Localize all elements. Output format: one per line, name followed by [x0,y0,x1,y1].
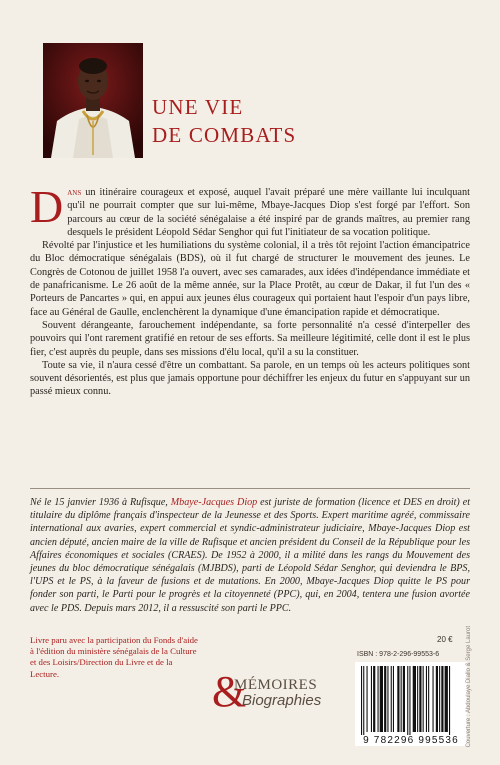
price: 20 € [437,635,453,644]
barcode-bar [380,666,383,732]
barcode-bar [445,666,448,732]
isbn: ISBN : 978-2-296-99553-6 [357,651,440,658]
barcode-bar [393,666,394,732]
barcode-bar [363,666,364,736]
section-divider [30,488,470,489]
logo-line-1: MÉMOIRES [234,677,318,693]
author-bio [30,496,470,615]
opening-word: ans [67,187,82,198]
paragraph-1-text: un itinéraire courageux et exposé, auquel l'avait préparé une mère vaillante lui inculquant qu'il ne pourrait compter que sur lui-même, Mbaye-Jacques Diop s'est forgé par l'effort. Son parcours au cœur de la société sénégalaise a été inspiré par de grands maîtres, au premier rang desquels le président Léopold Sédar Senghor qui fut l'initiateur de sa vocation politique. [67,187,470,238]
book-title [152,93,472,149]
barcode-bar [384,666,386,732]
author-name: Mbaye-Jacques Diop [170,497,258,508]
bio-intro: Né le 15 janvier 1936 à Rufisque, [30,497,171,508]
barcode-bar [367,666,368,732]
barcode-bar [423,666,424,732]
barcode-bar [441,666,443,732]
barcode-bar [433,666,434,732]
barcode-bar [378,666,379,732]
blurb-text [30,181,470,399]
title-line-2: DE COMBATS [152,123,297,147]
barcode-bar [373,666,375,732]
barcode-bar [403,666,405,732]
funding-note: Livre paru avec la participation du Fonds d'aide à l'édition du ministère sénégalais de la Culture et des Loisirs/Direction du Livre et de la Lecture. [30,635,198,679]
publisher-logo [212,668,332,723]
barcode-bar [439,666,440,732]
barcode-bar [407,666,408,736]
cover-credit: Couverture : Abdoulaye Diallo & Serge Laurot [466,626,472,748]
barcode-bar [391,666,392,732]
author-portrait [43,43,143,158]
barcode-bar [371,666,372,732]
logo-line-2: Biographies [242,692,322,709]
blurb-paragraph-3: Souvent dérangeante, farouchement indépendante, sa forte personnalité n'a cessé d'interpeller des pouvoirs qui l'ont rarement gratifié en retour de ses efforts. Sa meilleure légitimité, celle dont il est le plus fier, c'est auprès du peuple, dans ses missions d'élu local, qu'il a su la constituer. [30,319,470,358]
barcode-bar [401,666,402,732]
bio-text: est juriste de formation (licence et DES en droit) et titulaire du diplôme français d'inspecteur de la Jeunesse et des Sports. Expert maritime agréé, commissaire international aux avaries, expert commercial et syndic-administrateur judiciaire, Mbaye-Jacques Diop est ancien député, ancien maire de la ville de Rufisque et ancien président du Conseil de la République pour les Affaires économiques et sociales (CRAES). De 1952 à 2000, il a milité dans les rangs du Mouvement des jeunes du bloc démocratique sénégalais (MJBDS), parti de Léopold Sédar Senghor, qui deviendra le BPS, l'UPS et le PS, à la faveur de fusions et de mutations. En 2000, Mbaye-Jacques Diop quitte le PS pour fonder son parti, le Parti pour le progrès et la citoyenneté (PPC), qui, en 2004, tentera une fusion avortée avec le PDS. Depuis mars 2012, il a ressuscité son parti le PPC. [30,497,470,614]
barcode-bar [409,666,410,736]
barcode-bar [387,666,388,732]
barcode-bar [413,666,416,732]
blurb-paragraph-4: Toute sa vie, il n'aura cessé d'être un combattant. Sa parole, en un temps où les acteurs politiques sont souvent désorientés, est plus que jamais opportune pour déchiffrer les enjeux du futur en s'appuyant sur un passé mieux connu. [30,359,470,398]
ampersand-logo-icon: & [212,667,247,716]
blurb-paragraph-2: Révolté par l'injustice et les humiliations du système colonial, il a très tôt rejoint l'action émancipatrice du Bloc démocratique sénégalais (BDS), où il fut chargé de structurer le mouvement des jeunes. Le Congrès de Cotonou de juillet 1958 l'a ouvert, avec ses camarades, aux idées d'indépendance immédiate et de panafricanisme. Le 26 août de la même année, sur la Place Protêt, au cœur de Dakar, il fut l'un des « Porteurs de Pancartes » qui, en appui aux jeunes élus courageux qui portaient haut l'espoir d'un pays libre, face au Général de Gaulle, enclenchèrent la dynamique d'une émancipation rapide et démocratique. [30,240,470,318]
barcode-bar [449,666,450,736]
barcode-icon [355,662,467,736]
barcode-bar [436,666,438,732]
title-line-1: UNE VIE [152,95,244,119]
drop-cap: D [30,181,64,232]
barcode-bar [361,666,362,736]
barcode-bar [397,666,399,732]
blurb-paragraph-1 [30,181,470,239]
barcode [355,662,467,736]
barcode-bar [419,666,421,732]
barcode-digits: 9 782296 995536 [355,735,467,746]
barcode-bar [417,666,418,732]
barcode-bar [428,666,429,732]
barcode-bar [426,666,427,732]
